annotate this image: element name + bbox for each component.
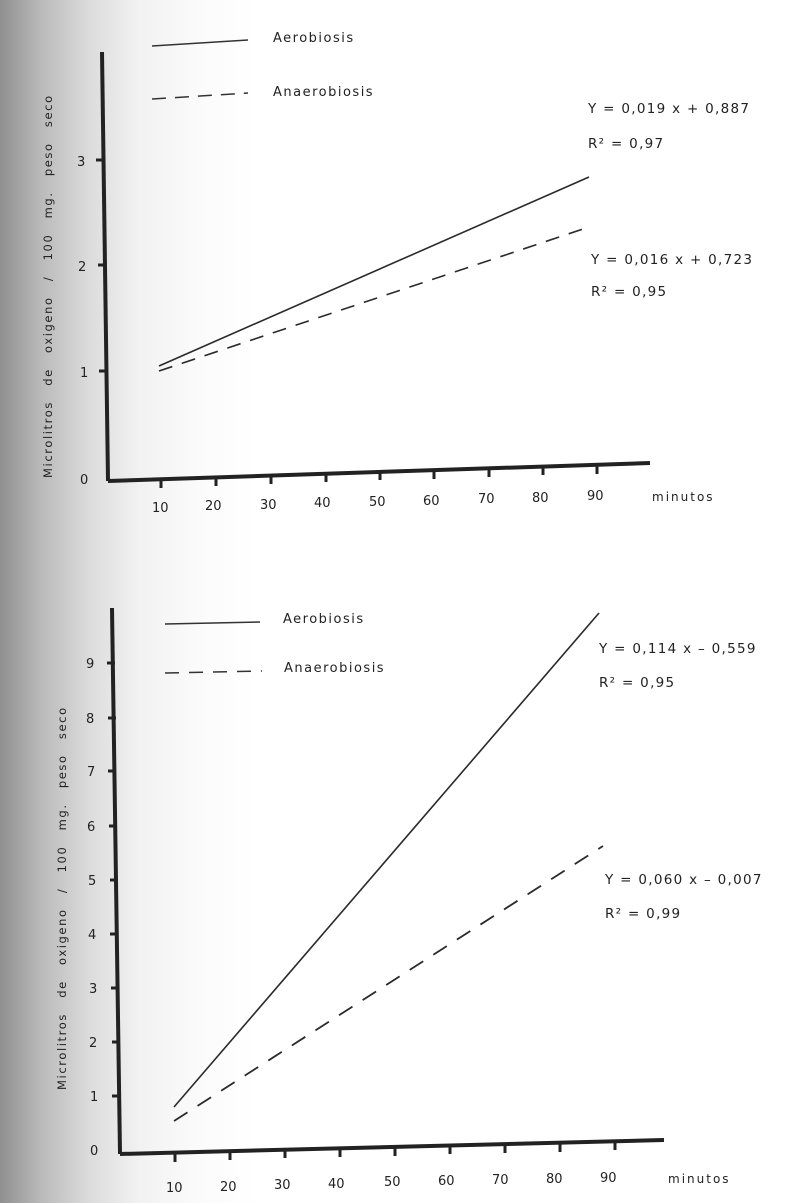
- regression-annotations: [587, 101, 753, 300]
- axes: [107, 608, 664, 1162]
- x-axis-label: minutos: [652, 490, 715, 504]
- x-tick-labels: [152, 489, 715, 516]
- series-aerobiosis-line: [159, 177, 589, 366]
- legend: [165, 612, 385, 676]
- axes: [96, 52, 650, 488]
- r2-aerobiosis: R² = 0,95: [599, 675, 676, 691]
- equation-anaerobiosis: Y = 0,016 x + 0,723: [591, 252, 754, 268]
- svg-text:90: 90: [587, 489, 604, 504]
- svg-text:60: 60: [438, 1174, 455, 1189]
- legend: [152, 31, 374, 100]
- svg-text:80: 80: [546, 1172, 563, 1187]
- svg-text:6: 6: [87, 820, 96, 835]
- legend-label-aerobiosis: Aerobiosis: [283, 612, 365, 627]
- svg-text:20: 20: [220, 1180, 237, 1195]
- svg-text:0: 0: [90, 1144, 99, 1159]
- y-tick-labels: [86, 657, 98, 1159]
- regression-annotations: [598, 641, 763, 922]
- svg-text:80: 80: [532, 491, 549, 506]
- svg-text:40: 40: [314, 496, 331, 511]
- y-tick-labels: [77, 155, 88, 488]
- svg-text:30: 30: [260, 498, 277, 513]
- svg-text:20: 20: [205, 499, 222, 514]
- svg-text:3: 3: [89, 982, 98, 997]
- series-aerobiosis-line: [174, 613, 599, 1107]
- svg-text:10: 10: [152, 501, 169, 516]
- r2-aerobiosis: R² = 0,97: [588, 136, 665, 152]
- x-tick-labels: [166, 1171, 731, 1196]
- series-anaerobiosis-line: [159, 227, 589, 371]
- svg-text:2: 2: [89, 1036, 98, 1051]
- y-axis-label: Microlitros de oxigeno / 100 mg. peso seco: [55, 706, 69, 1090]
- svg-text:2: 2: [78, 260, 87, 275]
- chart-bottom-svg: [0, 580, 812, 1199]
- r2-anaerobiosis: R² = 0,99: [605, 906, 682, 922]
- svg-text:1: 1: [90, 1090, 99, 1105]
- svg-text:70: 70: [478, 492, 495, 507]
- equation-aerobiosis: Y = 0,019 x + 0,887: [588, 101, 751, 117]
- chart-top: [0, 0, 812, 540]
- svg-text:10: 10: [166, 1181, 183, 1196]
- legend-label-anaerobiosis: Anaerobiosis: [284, 661, 386, 676]
- legend-label-aerobiosis: Aerobiosis: [273, 31, 355, 46]
- svg-text:30: 30: [274, 1178, 291, 1193]
- svg-text:90: 90: [600, 1171, 617, 1186]
- svg-text:1: 1: [80, 366, 89, 381]
- svg-text:3: 3: [77, 155, 86, 170]
- svg-text:9: 9: [86, 657, 95, 672]
- svg-text:7: 7: [87, 765, 96, 780]
- svg-text:50: 50: [369, 495, 386, 510]
- r2-anaerobiosis: R² = 0,95: [591, 284, 668, 300]
- x-axis-label: minutos: [668, 1172, 731, 1186]
- y-axis-label: Microlitros de oxigeno / 100 mg. peso seco: [41, 94, 55, 478]
- svg-text:40: 40: [328, 1177, 345, 1192]
- svg-text:60: 60: [423, 494, 440, 509]
- chart-bottom: [0, 580, 812, 1199]
- svg-text:4: 4: [88, 928, 97, 943]
- legend-label-anaerobiosis: Anaerobiosis: [273, 85, 375, 100]
- svg-text:5: 5: [88, 874, 97, 889]
- svg-text:0: 0: [80, 473, 89, 488]
- legend-dashed-line: [152, 93, 248, 99]
- equation-anaerobiosis: Y = 0,060 x – 0,007: [605, 872, 763, 888]
- series-anaerobiosis-line: [174, 846, 603, 1121]
- svg-text:8: 8: [86, 712, 95, 727]
- svg-text:50: 50: [384, 1175, 401, 1190]
- legend-solid-line: [152, 40, 248, 46]
- chart-top-svg: [0, 0, 812, 540]
- equation-aerobiosis: Y = 0,114 x – 0,559: [599, 641, 757, 657]
- svg-text:70: 70: [492, 1173, 509, 1188]
